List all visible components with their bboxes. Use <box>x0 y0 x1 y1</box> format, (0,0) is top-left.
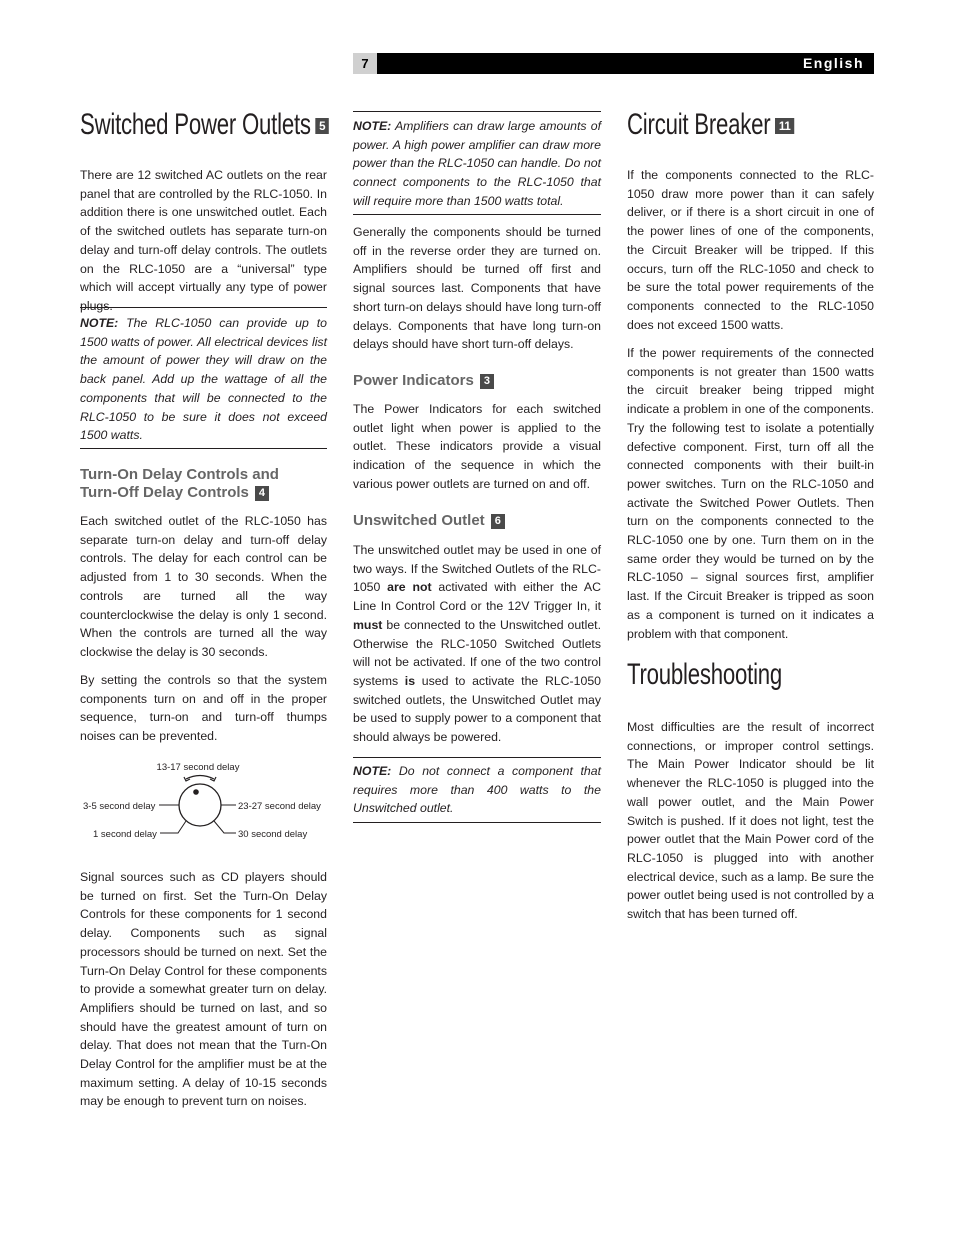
intro-paragraph: There are 12 switched AC outlets on the rear panel that are controlled by the RLC-1050. In addition there is one unswitched outlet. Each of the switched outlets has separate turn-on delay and turn-off delay controls. The outlets on the RLC-1050 are a “universal” type which will accept virtually any type of power plugs. <box>80 168 327 313</box>
turn-off-order-paragraph: Generally the components should be turned off in the reverse order they are turned on. Amplifiers should be turned off first and signal sources last. Components that have short turn-on delays should have long turn-off delays. Components that have long turn-on delays should have short turn-off delays. <box>353 225 601 352</box>
circuit-breaker-paragraph-2: If the power requirements of the connected components is not greater than 1500 watts the circuit breaker being tripped might indicate a problem in one of the components. Try the following test to isolate a potentially defective component. First, turn off all the connected components with their built-in power switches. Turn on the RLC-1050 and activate the Switched Power Outlets. Then turn on the components connected to the RLC-1050 one by one. Turn them on in the same order they would be turned on by the RLC-1050 – signal sources first, amplifier last. If the Circuit Breaker is tripped as soon as a component is turned on it indicates a problem with that component. <box>627 346 874 641</box>
troubleshooting-paragraph: Most difficulties are the result of incorrect connections, or improper control settings. The Main Power Indicator should be lit whenever the RLC-1050 is plugged into the wall power outlet, and the Main Power Switch is pushed. If it does not light, test the power outlet that the Main Power cord of the RLC-1050 is plugged into with another electrical device, such as a lamp. Be sure the power outlet being used is not controlled by a switch that has been turned off. <box>627 720 874 922</box>
divider <box>80 448 327 449</box>
section-badge: 4 <box>255 486 269 501</box>
section-badge: 11 <box>775 118 794 134</box>
section-badge: 3 <box>480 374 494 389</box>
delay-knob-diagram <box>80 755 327 845</box>
unswitched-outlet-paragraph: The unswitched outlet may be used in one of two ways. If the Switched Outlets of the RLC-1050 are not activated with either the AC Line In Control Cord or the 12V Trigger In, it must be connected to the Unswitched outlet. Otherwise the RLC-1050 Switched Outlets will not be activated. If one of the two control systems is used to activate the RLC-1050 switched outlets, the Unswitched Outlet may be used to supply power to a component that should always be powered. <box>353 543 601 745</box>
label-23-27-delay: 23-27 second delay <box>238 801 321 812</box>
section-badge: 6 <box>491 514 505 529</box>
subhead-delay-controls: Turn-On Delay Controls and Turn-Off Delay Controls 4 <box>80 466 279 501</box>
page-number: 7 <box>353 53 377 74</box>
subhead-unswitched-outlet: Unswitched Outlet 6 <box>353 512 505 530</box>
note-amplifiers: NOTE: Amplifiers can draw large amounts of power. A high power amplifier can draw more power than the RLC-1050 can handle. Do not connect components to the RLC-1050 that will require more than 1500 watts total. <box>353 119 601 208</box>
divider <box>353 822 601 823</box>
circuit-breaker-paragraph-1: If the components connected to the RLC-1050 draw more power than it can safely deliver, or if there is a short circuit in one of the power lines of one of the components, the Circuit Breaker will be tripped. If this occurs, turn off the RLC-1050 and check to be sure the total power requirements of the components connected to the RLC-1050 does not exceed 1500 watts. <box>627 168 874 332</box>
subhead-power-indicators: Power Indicators 3 <box>353 372 494 390</box>
label-1-delay: 1 second delay <box>93 829 157 840</box>
section-badge: 5 <box>315 118 329 134</box>
power-indicators-paragraph: The Power Indicators for each switched outlet light when power is applied to the outlet. These indicators provide a visual indication of the sequence in which the various power outlets are turned on and off. <box>353 402 601 491</box>
note-power-limit: NOTE: The RLC-1050 can provide up to 1500 watts of power. All electrical devices list the amount of power they will draw on the back panel. Add up the wattage of all the components that will be connected to the RLC-1050 to be sure it does not exceed 1500 watts. <box>80 316 327 443</box>
signal-sources-paragraph: Signal sources such as CD players should be turned on first. Set the Turn-On Delay Controls for these components for 1 second delay. Components such as signal processors should be turned on next. Set the Turn-On Delay Control for these components to provide a somewhat greater turn on delay. Amplifiers should be turned on last, and so should have the greatest amount of turn on delay. That does not mean that the Turn-On Delay Control for the amplifier must be at the maximum setting. A delay of 10-15 seconds may be enough to prevent turn on noises. <box>80 870 327 1109</box>
divider <box>353 111 601 112</box>
divider <box>353 757 601 758</box>
note-unswitched-limit: NOTE: Do not connect a component that requires more than 400 watts to the Unswitched outlet. <box>353 764 601 816</box>
label-13-17-delay: 13-17 second delay <box>156 762 240 773</box>
label-30-delay: 30 second delay <box>238 829 308 840</box>
label-3-5-delay: 3-5 second delay <box>83 801 156 812</box>
section-title-switched-power-outlets: Switched Power Outlets 5 <box>80 108 326 142</box>
knob-icon <box>179 784 221 826</box>
language-label: English <box>802 55 864 71</box>
delay-paragraph: Each switched outlet of the RLC-1050 has separate turn-on delay and turn-off delay controls. The delay for each control can be adjusted from 1 to 30 seconds. When the controls are turned all the way counterclockwise the delay is only 1 second. When the controls are turned all the way clockwise the delay is 30 seconds. <box>80 514 327 659</box>
divider <box>353 214 601 215</box>
sequence-paragraph: By setting the controls so that the system components turn on and off in the proper sequence, turn-on and turn-off thumps noises can be prevented. <box>80 673 327 744</box>
section-title-circuit-breaker: Circuit Breaker 11 <box>627 108 790 142</box>
header-bar <box>353 53 874 74</box>
section-title-troubleshooting: Troubleshooting <box>627 658 783 691</box>
divider <box>80 307 327 308</box>
